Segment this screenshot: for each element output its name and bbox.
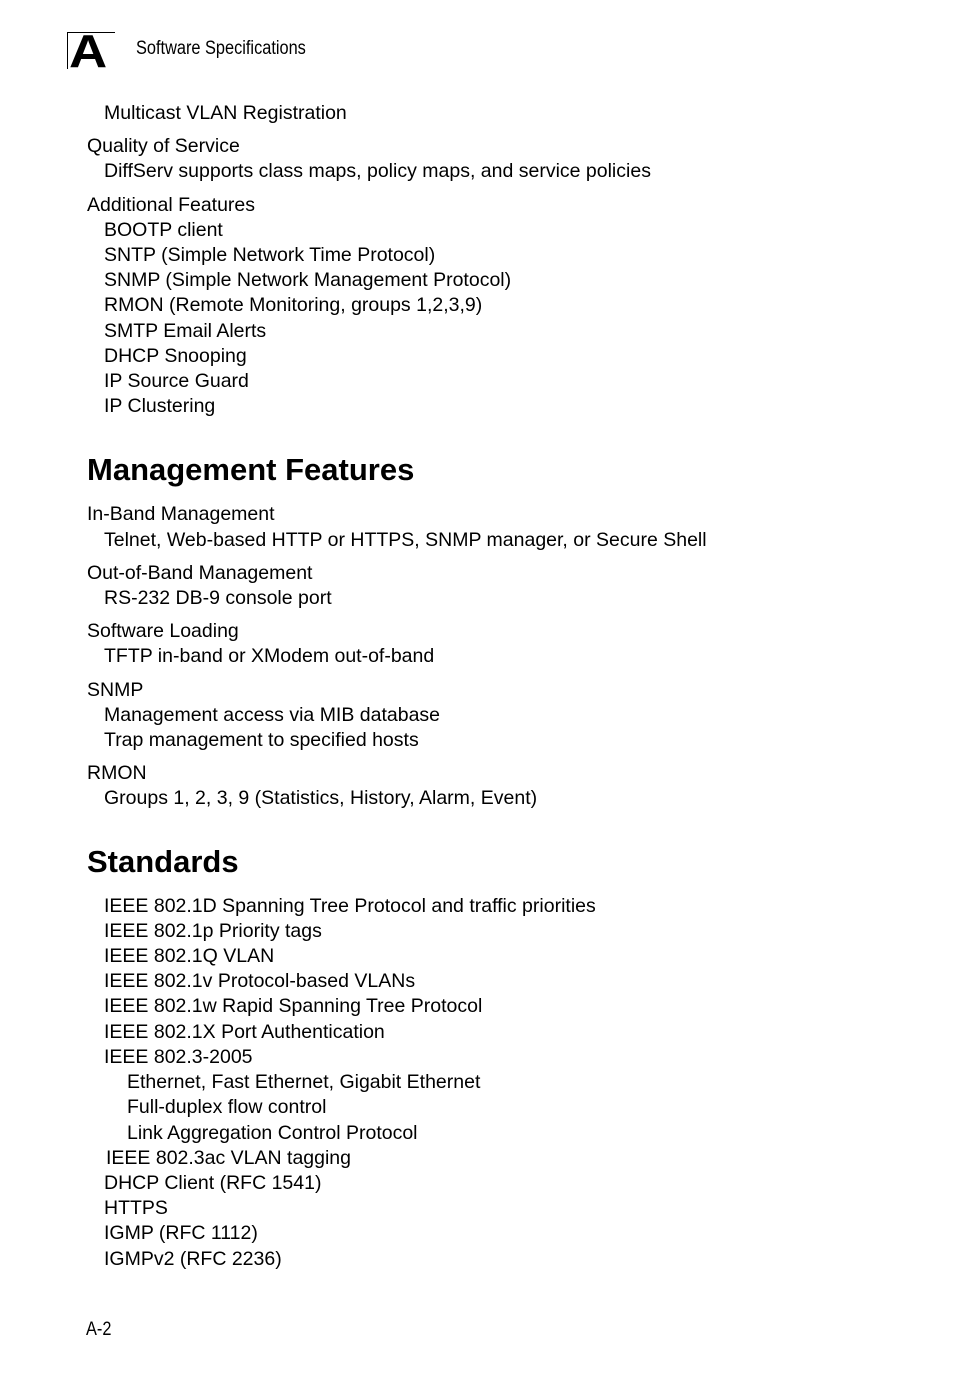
standard-item: IEEE 802.1p Priority tags — [104, 919, 322, 942]
spec-detail: DiffServ supports class maps, policy maps, and service policies — [104, 160, 651, 183]
spec-detail: RMON (Remote Monitoring, groups 1,2,3,9) — [104, 294, 483, 317]
standard-item: DHCP Client (RFC 1541) — [104, 1171, 322, 1194]
spec-detail: SNMP (Simple Network Management Protocol) — [104, 269, 512, 292]
spec-detail: Telnet, Web-based HTTP or HTTPS, SNMP manager, or Secure Shell — [104, 528, 707, 551]
spec-entry — [87, 561, 917, 611]
spec-term: In-Band Management — [87, 503, 275, 526]
standard-item: IEEE 802.3ac VLAN tagging — [106, 1146, 351, 1169]
spec-term: RMON — [87, 762, 147, 785]
top-spec-list — [87, 101, 917, 419]
appendix-letter: A — [69, 25, 108, 77]
standard-item: IGMPv2 (RFC 2236) — [104, 1247, 282, 1270]
spec-detail: TFTP in-band or XModem out-of-band — [104, 645, 435, 668]
standards-heading: Standards — [87, 843, 239, 879]
management-spec-list — [87, 502, 917, 811]
spec-detail: Management access via MIB database — [104, 703, 441, 726]
page-content — [87, 101, 917, 1272]
spec-detail: BOOTP client — [104, 218, 223, 241]
spec-detail: Trap management to specified hosts — [104, 729, 419, 752]
spec-entry — [87, 134, 917, 184]
standard-item: IGMP (RFC 1112) — [104, 1222, 258, 1245]
spec-detail: SNTP (Simple Network Time Protocol) — [104, 244, 436, 267]
standard-item: HTTPS — [104, 1197, 168, 1220]
standard-item: IEEE 802.1v Protocol-based VLANs — [104, 970, 416, 993]
spec-detail: Multicast VLAN Registration — [104, 102, 347, 124]
management-features-heading: Management Features — [87, 452, 415, 488]
standard-item: IEEE 802.3-2005 — [104, 1045, 253, 1068]
standard-item: Link Aggregation Control Protocol — [127, 1121, 418, 1144]
spec-detail: Groups 1, 2, 3, 9 (Statistics, History, Alarm, Event) — [104, 787, 538, 810]
standard-item: IEEE 802.1D Spanning Tree Protocol and traffic priorities — [104, 894, 596, 917]
page-number: A-2 — [86, 1319, 112, 1340]
spec-entry — [87, 502, 917, 552]
standard-item: IEEE 802.1Q VLAN — [104, 945, 275, 968]
spec-entry — [87, 193, 917, 420]
spec-term: Additional Features — [87, 193, 256, 216]
spec-term: Software Loading — [87, 620, 239, 643]
spec-detail: DHCP Snooping — [104, 344, 247, 367]
spec-term: Quality of Service — [87, 135, 240, 158]
spec-entry — [87, 678, 917, 754]
spec-detail: IP Source Guard — [104, 370, 249, 393]
running-title: Software Specifications — [136, 38, 306, 59]
spec-entry — [87, 761, 917, 811]
spec-detail: RS-232 DB-9 console port — [104, 587, 332, 610]
spec-term: Out-of-Band Management — [87, 561, 313, 584]
standard-item: IEEE 802.1w Rapid Spanning Tree Protocol — [104, 995, 483, 1018]
standard-item: Ethernet, Fast Ethernet, Gigabit Ethernet — [127, 1071, 481, 1094]
standard-item: Full-duplex flow control — [127, 1096, 327, 1119]
spec-term: SNMP — [87, 678, 144, 701]
spec-entry — [87, 101, 917, 126]
standards-list — [87, 894, 917, 1272]
spec-detail: SMTP Email Alerts — [104, 319, 267, 342]
standard-item: IEEE 802.1X Port Authentication — [104, 1020, 385, 1043]
spec-entry — [87, 619, 917, 669]
spec-detail: IP Clustering — [104, 395, 216, 418]
